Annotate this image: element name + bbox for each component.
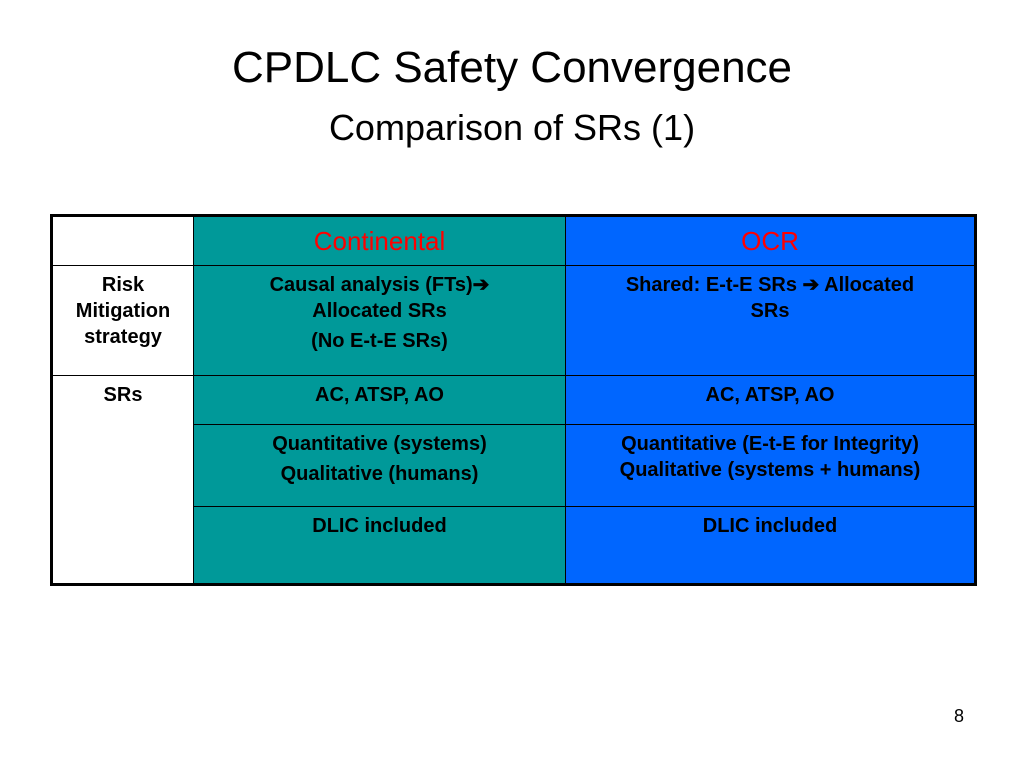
header-corner-cell [52, 216, 194, 266]
cell-text: Causal analysis (FTs) [269, 274, 473, 297]
cell-line: (No E-t-E SRs) [311, 330, 448, 353]
table-row-srs-roles [52, 375, 976, 424]
cell-line: Qualitative (systems + humans) [619, 459, 921, 482]
cell-ocr-roles: AC, ATSP, AO [566, 375, 976, 424]
comparison-table [50, 214, 977, 586]
slide-subtitle: Comparison of SRs (1) [328, 107, 696, 148]
row-label-line: Risk [101, 274, 145, 297]
slide-title: CPDLC Safety Convergence [231, 43, 793, 92]
cell-text: Shared: E-t-E SRs [625, 274, 803, 297]
row-label-srs: SRs [52, 375, 194, 584]
cell-line: Quantitative (E-t-E for Integrity) [621, 433, 919, 456]
cell-continental-quant [194, 425, 566, 506]
header-continental: Continental [194, 216, 566, 266]
row-label-line: Mitigation [75, 300, 171, 323]
cell-ocr-risk [566, 266, 976, 376]
cell-text: Allocated [819, 274, 915, 297]
cell-line: Quantitative (systems) [272, 433, 487, 456]
table-header-row [52, 216, 976, 266]
cell-line: Qualitative (humans) [280, 463, 479, 486]
cell-continental-roles: AC, ATSP, AO [194, 375, 566, 424]
row-label-risk-mitigation [52, 266, 194, 376]
row-label-line: strategy [84, 326, 162, 349]
cell-ocr-quant [566, 425, 976, 506]
right-arrow-icon: ➔ [802, 274, 820, 297]
right-arrow-icon: ➔ [472, 274, 490, 297]
cell-continental-dlic: DLIC included [194, 506, 566, 584]
cell-continental-risk [194, 266, 566, 376]
cell-line [200, 272, 559, 298]
cell-ocr-dlic: DLIC included [566, 506, 976, 584]
header-ocr: OCR [566, 216, 976, 266]
page-number: 8 [953, 706, 964, 726]
cell-line: SRs [750, 300, 790, 323]
table-row-risk-mitigation [52, 266, 976, 376]
cell-line: Allocated SRs [312, 300, 447, 323]
cell-line [572, 272, 968, 298]
